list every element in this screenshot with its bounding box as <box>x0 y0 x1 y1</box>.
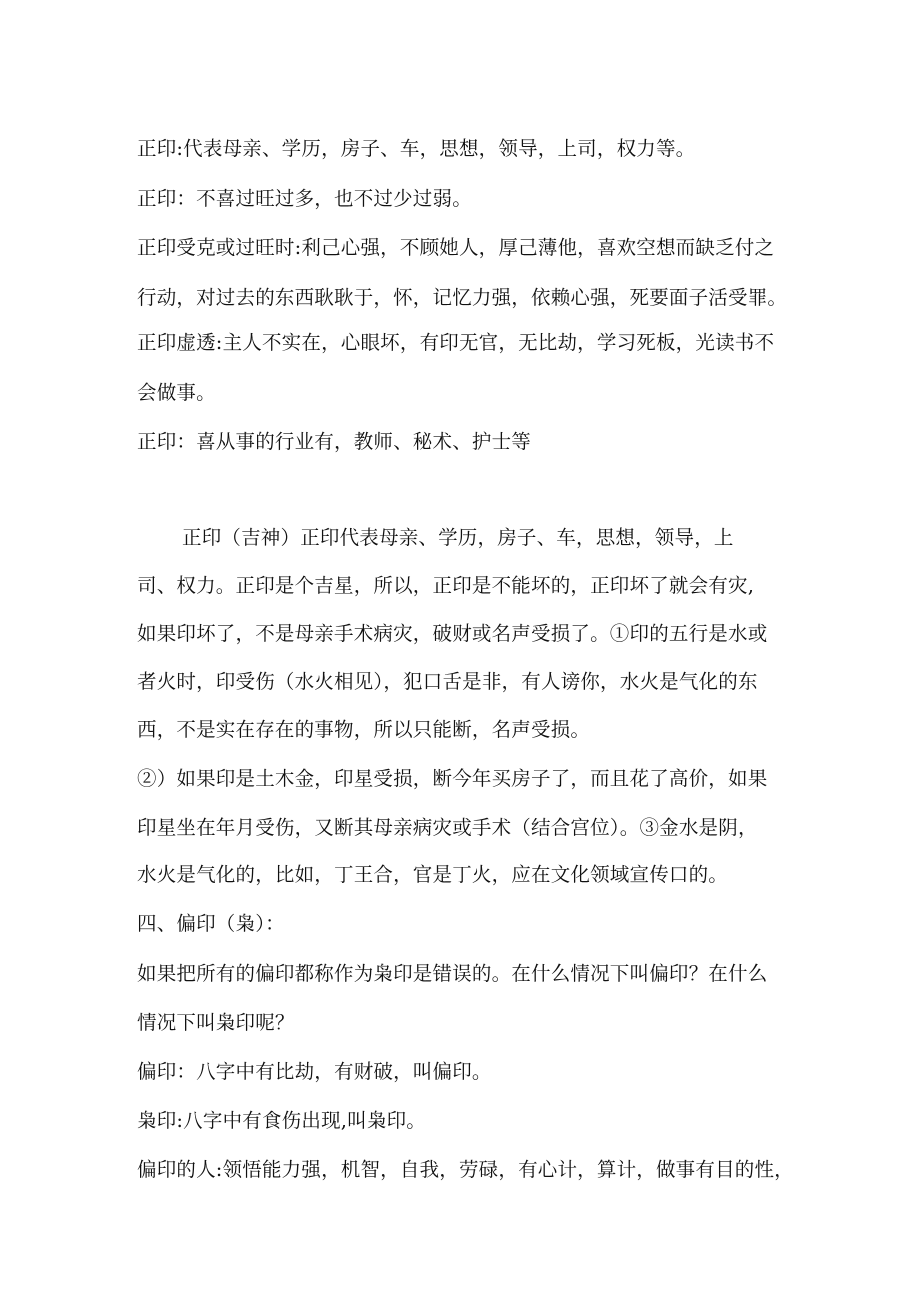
text-line-16: 四、偏印（枭）： <box>137 912 285 935</box>
text-line-9: 司、权力。正印是个吉星，所以，正印是不能坏的，正印坏了就会有灾, <box>137 574 755 597</box>
text-line-2: 正印：不喜过旺过多，也不过少过弱。 <box>137 187 472 210</box>
text-line-18: 情况下叫枭印呢？ <box>137 1011 295 1034</box>
text-line-11: 者火时，印受伤（水火相见），犯口舌是非，有人谤你，水火是气化的东 <box>137 670 758 693</box>
text-line-20: 枭印:八字中有食伤出现,叫枭印。 <box>137 1109 426 1132</box>
text-line-8: 正印（吉神）正印代表母亲、学历，房子、车，思想，领导，上 <box>182 526 734 549</box>
text-line-13: ②）如果印是土木金，印星受损，断今年买房子了，而且花了高价，如果 <box>137 767 768 790</box>
text-line-12: 西，不是实在存在的事物，所以只能断，名声受损。 <box>137 718 591 741</box>
text-line-5: 正印虚透:主人不实在，心眼坏，有印无官，无比劫，学习死板，光读书不 <box>137 331 775 354</box>
text-line-7: 正印：喜从事的行业有，教师、秘术、护士等 <box>137 430 532 453</box>
text-line-14: 印星坐在年月受伤，又断其母亲病灾或手术（结合宫位）。③金水是阴， <box>137 816 758 839</box>
text-line-4: 行动，对过去的东西耿耿于，怀，记忆力强，依赖心强，死要面子活受罪。 <box>137 286 788 309</box>
text-line-10: 如果印坏了，不是母亲手术病灾，破财或名声受损了。①印的五行是水或 <box>137 622 768 645</box>
text-line-21: 偏印的人:领悟能力强，机智，自我，劳碌，有心计，算计，做事有目的性， <box>137 1158 794 1181</box>
text-line-15: 水火是气化的，比如，丁王合，官是丁火，应在文化领域宣传口的。 <box>137 863 729 886</box>
text-line-3: 正印受克或过旺时:利己心强，不顾她人，厚己薄他，喜欢空想而缺乏付之 <box>137 236 775 259</box>
text-line-1: 正印:代表母亲、学历，房子、车，思想，领导，上司，权力等。 <box>137 137 696 160</box>
text-line-6: 会做事。 <box>137 381 216 404</box>
text-line-17: 如果把所有的偏印都称作为枭印是错误的。在什么情况下叫偏印？在什么 <box>137 962 768 985</box>
text-line-19: 偏印：八字中有比劫，有财破，叫偏印。 <box>137 1060 492 1083</box>
